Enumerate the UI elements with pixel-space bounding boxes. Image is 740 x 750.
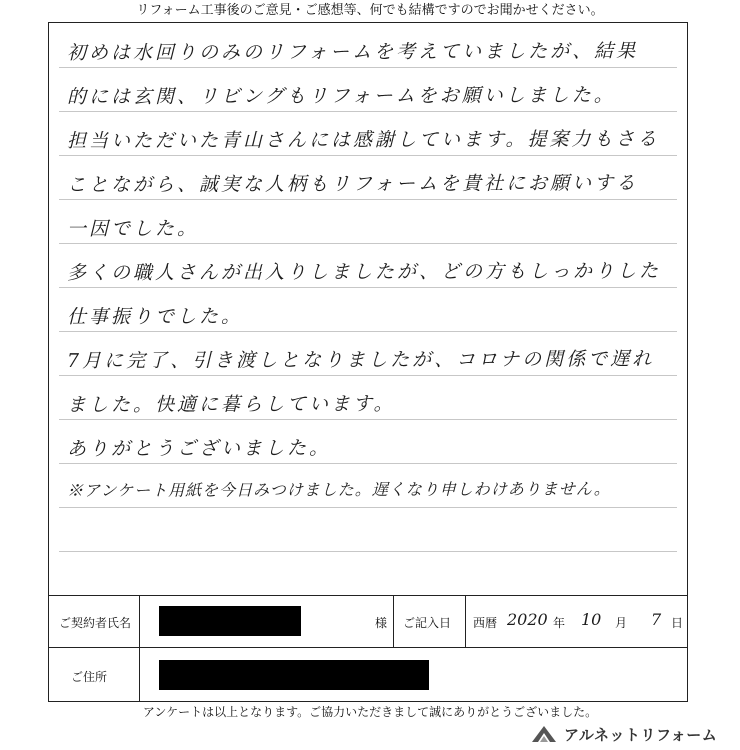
name-label: ご契約者氏名 (59, 616, 132, 630)
handwritten-line: ことながら、誠実な人柄もリフォームを貴社にお願いする (66, 172, 639, 197)
address-label: ご住所 (71, 670, 108, 684)
survey-sheet (48, 22, 688, 702)
handwritten-line: 7月に完了、引き渡しとなりましたが、コロナの関係で遅れ (66, 348, 655, 373)
handwritten-line: 一因でした。 (66, 217, 200, 241)
month-value: 10 (581, 610, 602, 629)
handwriting-area (49, 23, 687, 595)
era-label: 西暦 (473, 616, 498, 630)
handwritten-line: ました。快適に暮らしています。 (66, 392, 396, 417)
name-date-row (49, 595, 687, 648)
ruled-line (59, 551, 677, 552)
ruled-line (59, 331, 677, 332)
ruled-line (59, 287, 677, 288)
year-unit: 年 (553, 616, 566, 630)
ruled-line (59, 155, 677, 156)
cell-divider (393, 596, 394, 648)
brand-name: アルネットリフォーム (564, 725, 718, 744)
handwritten-line: 多くの職人さんが出入りしましたが、どの方もしっかりした (66, 259, 662, 285)
ruled-line (59, 375, 677, 376)
ruled-line (59, 507, 677, 508)
day-unit: 日 (671, 616, 684, 630)
handwritten-line: 初めは水回りのみのリフォームを考えていましたが、結果 (66, 40, 639, 65)
ruled-line (59, 419, 677, 420)
honorific-label: 様 (375, 616, 388, 630)
handwritten-line: 的には玄関、リビングもリフォームをお願いしました。 (66, 84, 616, 109)
brand-mark (530, 722, 717, 746)
handwritten-line: ありがとうございました。 (66, 437, 332, 461)
day-value: 7 (651, 610, 662, 629)
year-value: 2020 (507, 610, 548, 629)
ruled-line (59, 463, 677, 464)
ruled-line (59, 111, 677, 112)
brand-logo-icon (530, 724, 558, 744)
survey-instruction: リフォーム工事後のご意見・ご感想等、何でも結構ですのでお聞かせください。 (136, 3, 604, 18)
handwritten-line: ※アンケート用紙を今日みつけました。遅くなり申しわけありません。 (66, 479, 611, 501)
address-row (49, 647, 687, 702)
redacted-name (159, 606, 301, 636)
ruled-line (59, 243, 677, 244)
cell-divider (139, 596, 140, 648)
handwritten-line: 担当いただいた青山さんには感謝しています。提案力もさる (66, 127, 660, 153)
closing-note: アンケートは以上となります。ご協力いただきまして誠にありがとうございました。 (142, 705, 598, 719)
handwritten-line: 仕事振りでした。 (66, 305, 244, 329)
ruled-line (59, 67, 677, 68)
date-label: ご記入日 (403, 616, 452, 630)
cell-divider (139, 648, 140, 702)
month-unit: 月 (615, 616, 628, 630)
cell-divider (465, 596, 466, 648)
ruled-line (59, 199, 677, 200)
redacted-address (159, 660, 429, 690)
